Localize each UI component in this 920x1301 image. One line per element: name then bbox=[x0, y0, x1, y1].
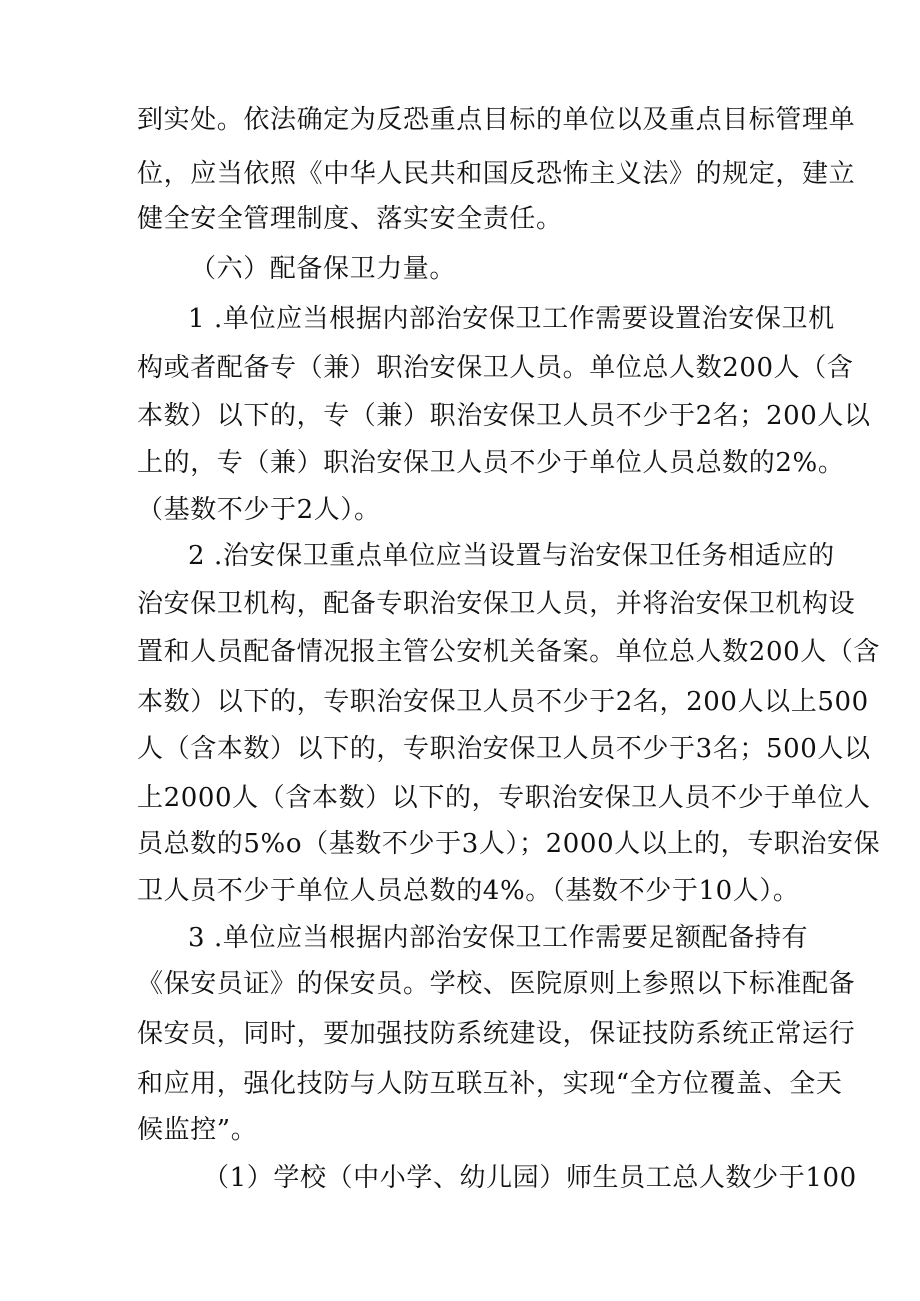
paragraph-line: 保安员，同时，要加强技防系统建设，保证技防系统正常运行 bbox=[137, 1019, 856, 1049]
paragraph-line: 员总数的5%o（基数不少于3人）；2000人以上的，专职治安保 bbox=[137, 829, 881, 859]
paragraph-line: 1 .单位应当根据内部治安保卫工作需要设置治安保卫机 bbox=[188, 304, 835, 334]
paragraph-line: 健全安全管理制度、落实安全责任。 bbox=[137, 204, 563, 234]
section-heading: （六）配备保卫力量。 bbox=[190, 254, 457, 284]
paragraph-line: 到实处。依法确定为反恐重点目标的单位以及重点目标管理单 bbox=[137, 105, 856, 135]
paragraph-line: 上2000人（含本数）以下的，专职治安保卫人员不少于单位人 bbox=[137, 783, 871, 813]
paragraph-line: 治安保卫机构，配备专职治安保卫人员，并将治安保卫机构设 bbox=[137, 589, 856, 619]
paragraph-line: 构或者配备专（兼）职治安保卫人员。单位总人数200人（含 bbox=[137, 353, 854, 383]
paragraph-line: 本数）以下的，专（兼）职治安保卫人员不少于2名；200人以 bbox=[137, 401, 871, 431]
paragraph-line: 和应用，强化技防与人防互联互补，实现“全方位覆盖、全天 bbox=[137, 1069, 843, 1099]
paragraph-line: 本数）以下的，专职治安保卫人员不少于2名，200人以上500 bbox=[137, 687, 869, 717]
paragraph-line: 置和人员配备情况报主管公安机关备案。单位总人数200人（含 bbox=[137, 637, 881, 667]
paragraph-line: 候监控”。 bbox=[137, 1115, 258, 1145]
paragraph-line: 人（含本数）以下的，专职治安保卫人员不少于3名；500人以 bbox=[137, 734, 871, 764]
paragraph-line: 上的，专（兼）职治安保卫人员不少于单位人员总数的2%。 bbox=[137, 448, 845, 478]
paragraph-line: 卫人员不少于单位人员总数的4%。（基数不少于10人）。 bbox=[137, 876, 800, 906]
paragraph-line: 3 .单位应当根据内部治安保卫工作需要足额配备持有 bbox=[188, 923, 809, 953]
paragraph-line: 2 .治安保卫重点单位应当设置与治安保卫任务相适应的 bbox=[188, 541, 835, 571]
paragraph-line: （1）学校（中小学、幼儿园）师生员工总人数少于100 bbox=[203, 1163, 857, 1193]
paragraph-line: 位，应当依照《中华人民共和国反恐怖主义法》的规定，建立 bbox=[137, 159, 856, 189]
paragraph-line: （基数不少于2人）。 bbox=[137, 495, 381, 525]
paragraph-line: 《保安员证》的保安员。学校、医院原则上参照以下标准配备 bbox=[137, 969, 856, 999]
